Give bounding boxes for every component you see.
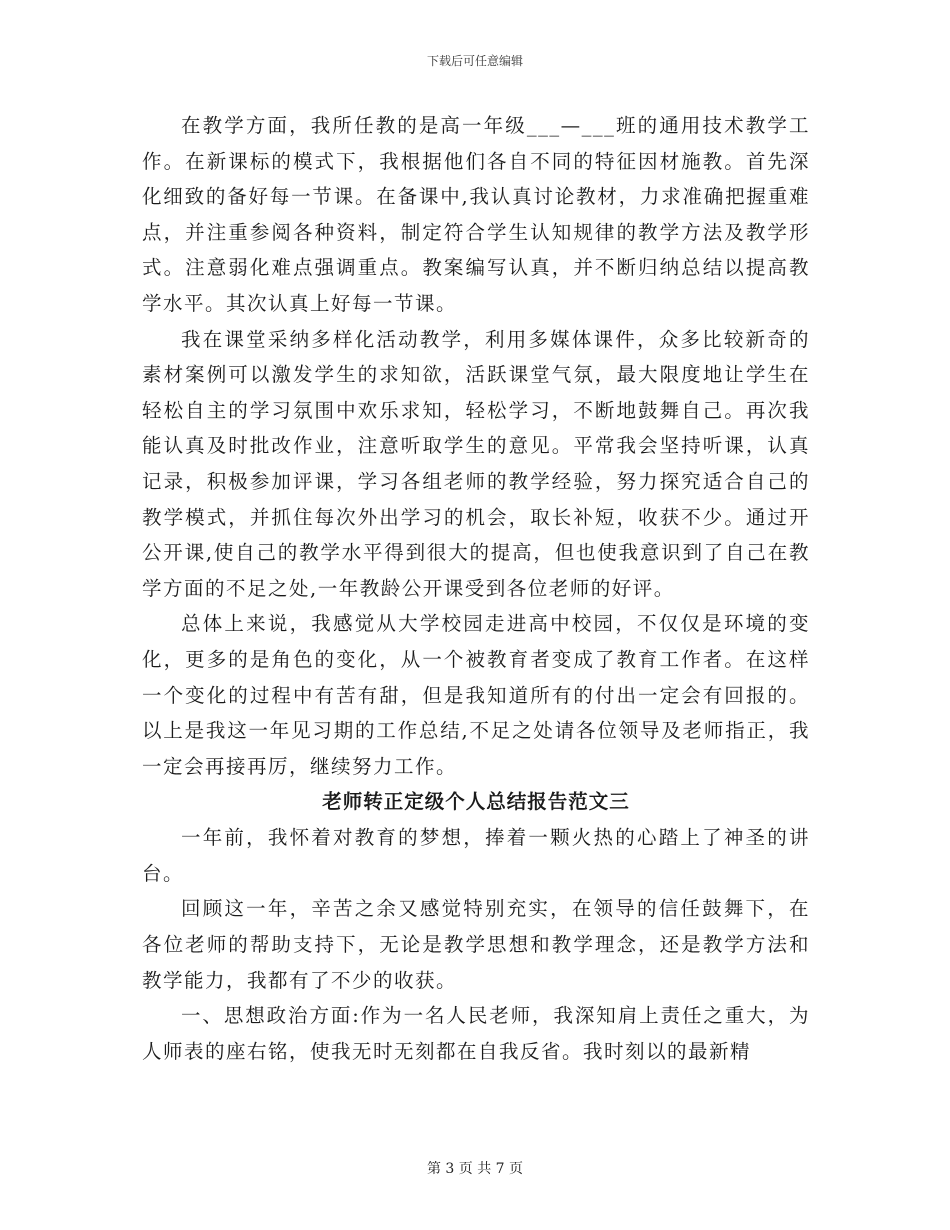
header-note: 下载后可任意编辑 [426,54,523,68]
page-header [0,52,950,69]
document-body [142,108,810,1069]
page-number: 第 3 页 共 7 页 [426,1161,524,1177]
section-paragraph: 一、思想政治方面:作为一名人民老师，我深知肩上责任之重大，为人师表的座右铭，使我无时无刻都在自我反省。我时刻以的最新精 [142,1004,810,1063]
page-footer [0,1158,950,1178]
section-paragraph: 回顾这一年，辛苦之余又感觉特别充实，在领导的信任鼓舞下，在各位老师的帮助支持下，无论是教学思想和教学理念，还是教学方法和教学能力，我都有了不少的收获。 [142,897,810,992]
body-paragraph: 在教学方面，我所任教的是高一年级___—___班的通用技术教学工作。在新课标的模式下，我根据他们各自不同的特征因材施教。首先深化细致的备好每一节课。在备课中,我认真讨论教材，力求准确把握重难点，并注重参阅各种资料，制定符合学生认知规律的教学方法及教学形式。注意弱化难点强调重点。教案编写认真，并不断归纳总结以提高教学水平。其次认真上好每一节课。 [142,114,810,315]
section-paragraph: 一年前，我怀着对教育的梦想，捧着一颗火热的心踏上了神圣的讲台。 [142,826,810,885]
section-title: 老师转正定级个人总结报告范文三 [322,790,630,814]
body-paragraph: 总体上来说，我感觉从大学校园走进高中校园，不仅仅是环境的变化，更多的是角色的变化，从一个被教育者变成了教育工作者。在这样一个变化的过程中有苦有甜，但是我知道所有的付出一定会有回报的。以上是我这一年见习期的工作总结,不足之处请各位领导及老师指正，我一定会再接再厉，继续努力工作。 [142,612,810,778]
body-paragraph: 我在课堂采纳多样化活动教学，利用多媒体课件，众多比较新奇的素材案例可以激发学生的求知欲，活跃课堂气氛，最大限度地让学生在轻松自主的学习氛围中欢乐求知，轻松学习，不断地鼓舞自己。再次我能认真及时批改作业，注意听取学生的意见。平常我会坚持听课，认真记录，积极参加评课，学习各组老师的教学经验，努力探究适合自己的教学模式，并抓住每次外出学习的机会，取长补短，收获不少。通过开公开课,使自己的教学水平得到很大的提高，但也使我意识到了自己在教学方面的不足之处,一年教龄公开课受到各位老师的好评。 [142,327,810,600]
